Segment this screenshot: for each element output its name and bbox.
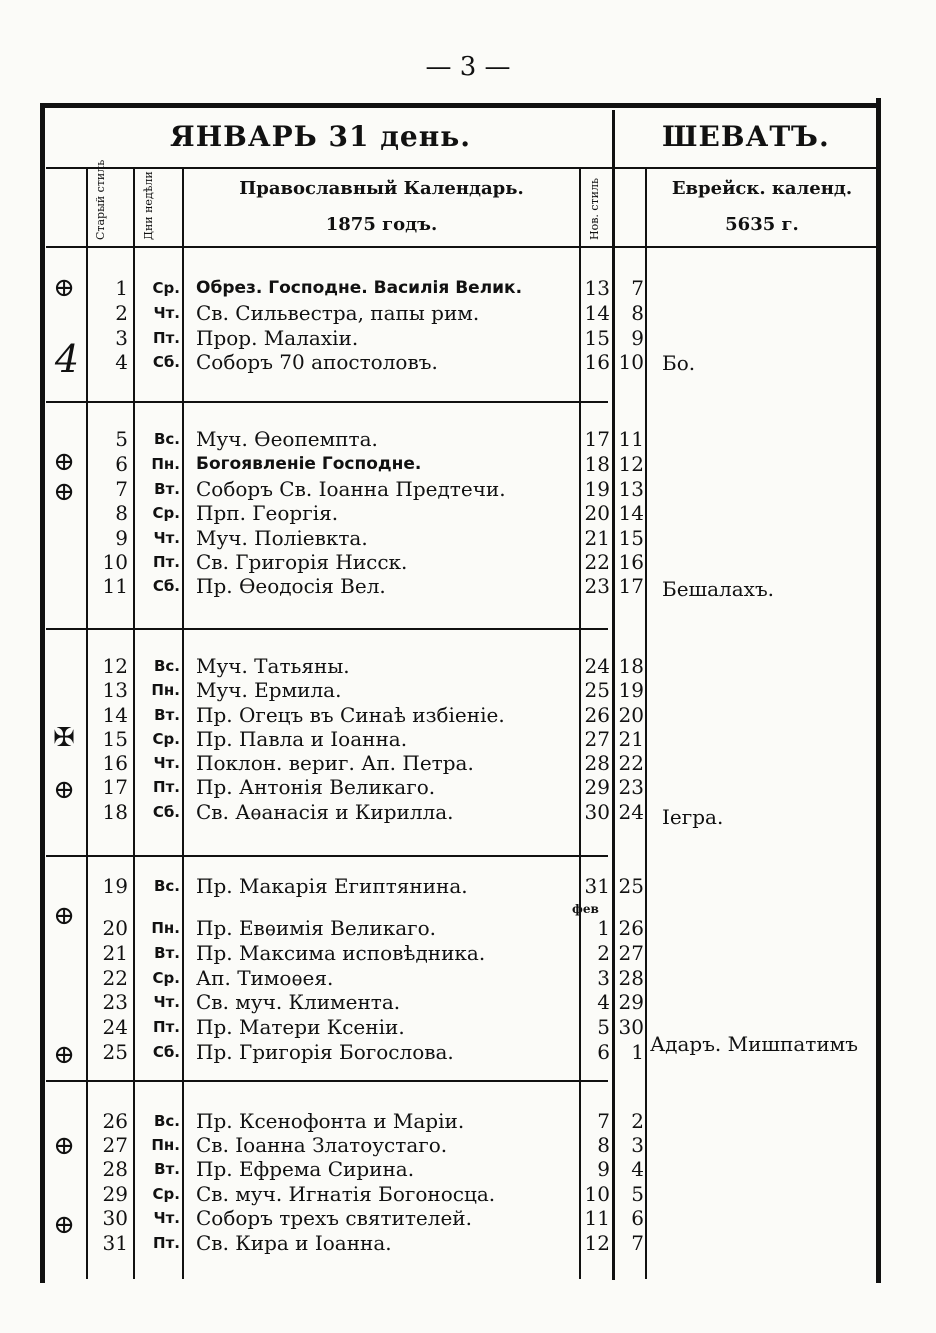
hebrew-day: 6 [631,1206,644,1230]
new-style-day: 18 [584,452,610,476]
weekday: Пн. [151,919,180,937]
old-style-day: 15 [102,727,128,751]
new-style-day: 10 [584,1182,610,1206]
saint-name: Св. Кира и Іоанна. [196,1231,392,1255]
weekday: Пт. [153,553,180,571]
col-old-style-header: Старый стиль [94,159,107,240]
old-style-day: 9 [115,526,128,550]
old-style-day: 3 [115,326,128,350]
table-row [0,1206,936,1231]
hebrew-day: 20 [618,703,644,727]
new-style-day: 31 [584,874,610,898]
saint-name: Муч. Ѳеопемпта. [196,427,378,451]
hebrew-day: 21 [618,727,644,751]
table-row [0,941,936,966]
old-style-day: 23 [102,990,128,1014]
new-style-day: 20 [584,501,610,525]
old-style-day: 4 [115,350,128,374]
old-style-day: 8 [115,501,128,525]
table-row [0,427,936,452]
old-style-day: 17 [102,775,128,799]
old-style-day: 27 [102,1133,128,1157]
weekday: Пт. [153,778,180,796]
table-row [0,703,936,728]
weekday: Пн. [151,455,180,473]
weekday: Ср. [152,279,180,297]
saint-name: Св. Аѳанасія и Кирилла. [196,800,454,824]
weekday: Пт. [153,1018,180,1036]
hebrew-day: 7 [631,1231,644,1255]
old-style-day: 2 [115,301,128,325]
new-style-day: 30 [584,800,610,824]
weekday: Сб. [152,577,180,595]
weekday: Вт. [154,480,180,498]
calendar-title-line1: Православный Календарь. [239,178,524,199]
table-row [0,1131,936,1161]
saint-name: Св. муч. Игнатія Богоносца. [196,1182,496,1206]
table-row [0,654,936,679]
hebrew-day: 26 [618,916,644,940]
hebrew-day: 15 [618,526,644,550]
new-style-day: 1 [597,916,610,940]
cross-special-icon: ✠ [53,723,75,753]
weekday: Пн. [151,681,180,699]
title-divider [46,167,876,169]
table-row [0,326,936,351]
feast-minor-icon: ⊕ [53,1040,75,1070]
hebrew-day: 19 [618,678,644,702]
table-row [0,273,936,303]
hebrew-day: 10 [618,350,644,374]
page-number: — 3 — [425,52,511,82]
table-row [0,751,936,776]
feast-major-icon: ⊕ [53,273,75,303]
saint-name: Муч. Ермила. [196,678,342,702]
table-row [0,775,936,800]
hebrew-day: 1 [631,1040,644,1064]
hebrew-day: 16 [618,550,644,574]
week-divider [46,1080,608,1082]
saint-name: Соборъ 70 апостоловъ. [196,350,438,374]
february-label: фев [572,902,599,916]
table-row [0,916,936,941]
old-style-day: 20 [102,916,128,940]
saint-name: Св. Сильвестра, папы рим. [196,301,480,325]
old-style-day: 16 [102,751,128,775]
table-row [0,301,936,326]
table-row [0,501,936,526]
new-style-day: 9 [597,1157,610,1181]
table-row [0,574,936,599]
header-divider [46,246,876,248]
hebrew-day: 2 [631,1109,644,1133]
new-style-day: 26 [584,703,610,727]
old-style-day: 7 [115,477,128,501]
table-row [0,526,936,551]
saint-name: Пр. Григорія Богослова. [196,1040,454,1064]
saint-name: Обрез. Господне. Василія Велик. [196,278,523,298]
weekday: Пт. [153,329,180,347]
saint-name: Муч. Поліевкта. [196,526,368,550]
hebrew-day: 22 [618,751,644,775]
saint-name: Пр. Ефрема Сирина. [196,1157,415,1181]
weekday: Вт. [154,944,180,962]
new-style-day: 3 [597,966,610,990]
old-style-day: 11 [102,574,128,598]
old-style-day: 21 [102,941,128,965]
handwritten-four-icon: 4 [54,337,80,381]
saint-name: Пр. Макарія Египтянина. [196,874,468,898]
saint-name: Пр. Павла и Іоанна. [196,727,408,751]
old-style-day: 19 [102,874,128,898]
hebrew-day: 25 [618,874,644,898]
weekday: Ср. [152,969,180,987]
weekday: Вс. [153,1112,180,1130]
hebrew-day: 9 [631,326,644,350]
weekday: Чт. [153,304,180,322]
new-style-day: 19 [584,477,610,501]
hebrew-day: 11 [618,427,644,451]
old-style-day: 22 [102,966,128,990]
calendar-title-line2: 1875 годъ. [325,214,438,235]
old-style-day: 30 [102,1206,128,1230]
new-style-day: 22 [584,550,610,574]
month-title: ЯНВАРЬ 31 день. [170,120,471,153]
old-style-day: 6 [115,452,128,476]
table-row [0,1182,936,1207]
saint-name: Пр. Ѳеодосія Вел. [196,574,386,598]
old-style-day: 1 [115,276,128,300]
weekday: Сб. [152,1043,180,1061]
table-row [0,874,936,899]
weekday: Вт. [154,1160,180,1178]
feast-minor-icon: ⊕ [53,1131,75,1161]
table-row [0,350,936,375]
new-style-day: 29 [584,775,610,799]
hebrew-day: 13 [618,477,644,501]
hebrew-day: 27 [618,941,644,965]
saint-name: Пр. Евѳимія Великаго. [196,916,436,940]
old-style-day: 28 [102,1157,128,1181]
table-row [0,678,936,703]
weekday: Пн. [151,1136,180,1154]
saint-name: Пр. Огецъ въ Синаѣ избіеніе. [196,703,505,727]
table-row [0,550,936,575]
saint-name: Соборъ Св. Іоанна Предтечи. [196,477,506,501]
weekday: Сб. [152,803,180,821]
hebrew-day: 12 [618,452,644,476]
weekday: Сб. [152,353,180,371]
parasha-bo: Бо. [662,351,696,375]
weekday: Ср. [152,1185,180,1203]
old-style-day: 13 [102,678,128,702]
saint-name: Соборъ трехъ святителей. [196,1206,472,1230]
hebrew-day: 4 [631,1157,644,1181]
weekday: Ср. [152,504,180,522]
saint-name: Св. муч. Климента. [196,990,401,1014]
saint-name: Пр. Матери Ксеніи. [196,1015,405,1039]
old-style-day: 31 [102,1231,128,1255]
new-style-day: 25 [584,678,610,702]
table-row [0,1109,936,1134]
old-style-day: 10 [102,550,128,574]
saint-name: Прор. Малахіи. [196,326,359,350]
new-style-day: 15 [584,326,610,350]
table-row [0,966,936,991]
new-style-day: 23 [584,574,610,598]
old-style-day: 24 [102,1015,128,1039]
hebrew-day: 8 [631,301,644,325]
hebrew-day: 7 [631,276,644,300]
feast-minor-icon: ⊕ [53,901,75,931]
table-row [0,1231,936,1256]
col-weekday-header: Дни недѣли [142,171,155,240]
feast-major-icon: ⊕ [53,447,75,477]
hebrew-day: 23 [618,775,644,799]
hebrew-day: 28 [618,966,644,990]
week-divider [46,401,608,403]
hebrew-day: 18 [618,654,644,678]
old-style-day: 14 [102,703,128,727]
weekday: Чт. [153,529,180,547]
saint-name: Поклон. вериг. Ап. Петра. [196,751,474,775]
new-style-day: 16 [584,350,610,374]
old-style-day: 5 [115,427,128,451]
saint-name: Ап. Тимоѳея. [196,966,334,990]
weekday: Вт. [154,706,180,724]
table-row [0,477,936,502]
weekday: Чт. [153,993,180,1011]
saint-name: Пр. Ксенофонта и Маріи. [196,1109,465,1133]
hebrew-day: 5 [631,1182,644,1206]
saint-name: Прп. Георгія. [196,501,339,525]
hebrew-day: 14 [618,501,644,525]
new-style-day: 2 [597,941,610,965]
hebrew-day: 24 [618,800,644,824]
old-style-day: 12 [102,654,128,678]
new-style-day: 28 [584,751,610,775]
saint-name: Пр. Максима исповѣдника. [196,941,486,965]
col-new-style-header: Нов. стиль [588,178,601,240]
hebrew-day: 3 [631,1133,644,1157]
new-style-day: 4 [597,990,610,1014]
new-style-day: 24 [584,654,610,678]
new-style-day: 6 [597,1040,610,1064]
week-divider [46,628,608,630]
hebrew-day: 30 [618,1015,644,1039]
hebrew-day: 17 [618,574,644,598]
new-style-day: 17 [584,427,610,451]
feast-minor-icon: ⊕ [53,477,75,507]
parasha-mishpatim: Адаръ. Мишпатимъ [650,1032,858,1056]
weekday: Вс. [153,657,180,675]
weekday: Вс. [153,877,180,895]
old-style-day: 18 [102,800,128,824]
weekday: Чт. [153,1209,180,1227]
parasha-yitro: Іегра. [662,805,724,829]
new-style-day: 21 [584,526,610,550]
hebrew-month-title: ШЕВАТЪ. [662,120,830,153]
new-style-day: 14 [584,301,610,325]
saint-name: Муч. Татьяны. [196,654,350,678]
weekday: Чт. [153,754,180,772]
new-style-day: 11 [584,1206,610,1230]
new-style-day: 8 [597,1133,610,1157]
hebrew-cal-line2: 5635 г. [725,214,799,235]
saint-name: Св. Іоанна Златоустаго. [196,1133,448,1157]
weekday: Пт. [153,1234,180,1252]
saint-name: Богоявленіе Господне. [196,454,422,474]
table-row [0,990,936,1015]
table-row [0,452,936,477]
weekday: Ср. [152,730,180,748]
old-style-day: 26 [102,1109,128,1133]
old-style-day: 29 [102,1182,128,1206]
saint-name: Св. Григорія Нисск. [196,550,408,574]
table-row [0,1157,936,1182]
new-style-day: 12 [584,1231,610,1255]
table-row [0,723,936,753]
hebrew-cal-line1: Еврейск. календ. [671,178,853,199]
hebrew-day: 29 [618,990,644,1014]
new-style-day: 27 [584,727,610,751]
week-divider [46,855,608,857]
table-row [0,800,936,825]
old-style-day: 25 [102,1040,128,1064]
parasha-beshalach: Бешалахъ. [662,577,775,601]
table-top-border [40,103,881,108]
feast-minor-icon: ⊕ [53,775,75,805]
weekday: Вс. [153,430,180,448]
saint-name: Пр. Антонія Великаго. [196,775,436,799]
new-style-day: 13 [584,276,610,300]
new-style-day: 5 [597,1015,610,1039]
new-style-day: 7 [597,1109,610,1133]
feast-minor-icon: ⊕ [53,1210,75,1240]
